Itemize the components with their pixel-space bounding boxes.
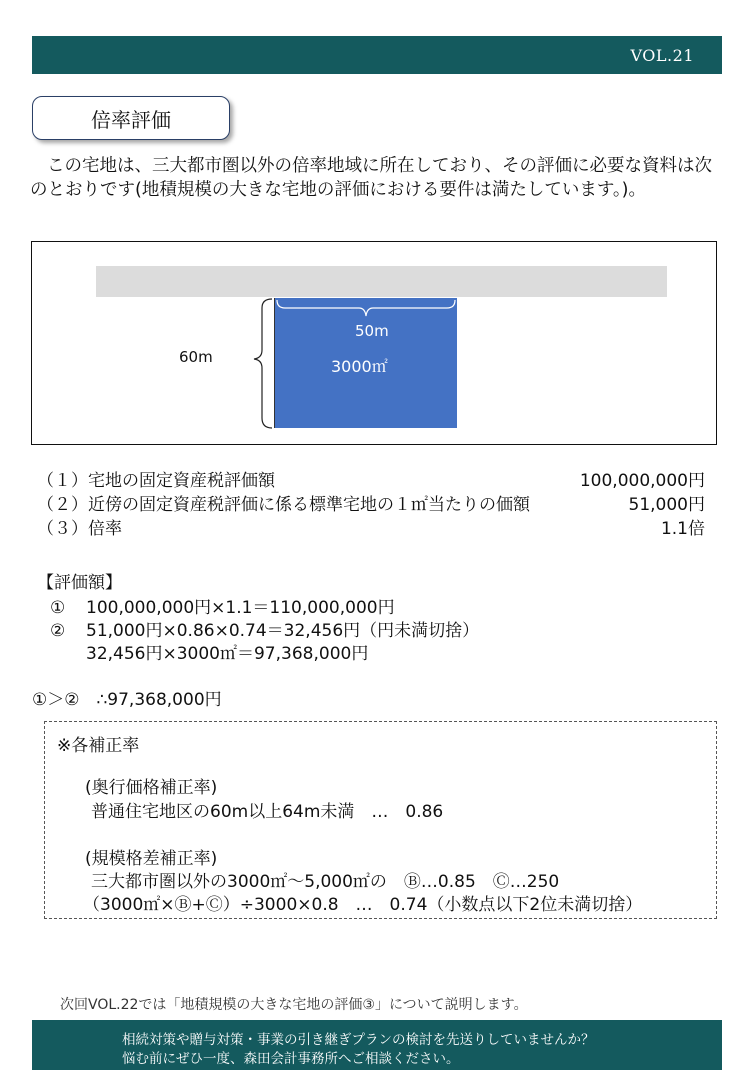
item-value: 100,000,000円 xyxy=(579,471,705,491)
input-items xyxy=(37,469,705,541)
calc-text: 100,000,000円×1.1＝110,000,000円 xyxy=(86,598,395,618)
item-label: （２）近傍の固定資産税評価に係る標準宅地の１㎡当たりの価額 xyxy=(37,495,530,515)
intro-paragraph: この宅地は、三大都市圏以外の倍率地域に所在しており、その評価に必要な資料は次のとおりです(地積規模の大きな宅地の評価における要件は満たしています。)。 xyxy=(30,156,712,200)
item-value: 51,000円 xyxy=(628,495,705,515)
calc-line-3: 32,456円×3000㎡＝97,368,000円 xyxy=(86,644,369,664)
calc-text: 51,000円×0.86×0.74＝32,456円（円未満切捨） xyxy=(86,621,480,641)
item-label: （３）倍率 xyxy=(37,519,122,539)
scale-text-2: （3000㎡×Ⓑ+Ⓒ）÷3000×0.8 … 0.74（小数点以下2位未満切捨） xyxy=(83,895,643,915)
evaluation-heading: 【評価額】 xyxy=(37,573,122,593)
item-label: （１）宅地の固定資産税評価額 xyxy=(37,471,275,491)
section-title: 倍率評価 xyxy=(32,96,230,140)
lot-rectangle xyxy=(274,298,457,428)
calc-line-1 xyxy=(50,593,395,618)
calc-line-2 xyxy=(50,616,479,641)
depth-brace-icon xyxy=(218,298,274,430)
lot-diagram xyxy=(31,241,717,445)
calc-number: ② xyxy=(50,621,66,641)
volume-label: VOL.21 xyxy=(630,46,694,65)
depth-title: (奥行価格補正率) xyxy=(85,778,218,798)
road xyxy=(96,266,667,297)
lot-depth-label: 60m xyxy=(179,348,213,366)
next-issue-notice: 次回VOL.22では「地積規模の大きな宅地の評価③」について説明します。 xyxy=(60,997,528,1013)
footer-line-1: 相続対策や贈与対策・事業の引き継ぎプランの検討を先送りしていませんか？ xyxy=(122,1032,595,1048)
list-item xyxy=(37,517,705,541)
list-item xyxy=(37,469,705,493)
depth-text: 普通住宅地区の60m以上64m未満 … 0.86 xyxy=(91,802,444,822)
footer-bar xyxy=(32,1020,722,1070)
notes-heading: ※各補正率 xyxy=(57,736,140,756)
scale-text-1: 三大都市圏以外の3000㎡～5,000㎡の Ⓑ…0.85 Ⓒ…250 xyxy=(91,872,560,892)
lot-area-label: 3000㎡ xyxy=(331,357,388,376)
header-bar xyxy=(32,36,722,74)
correction-notes-box xyxy=(44,721,717,919)
list-item xyxy=(37,493,705,517)
lot-width-label: 50m xyxy=(355,322,389,340)
calc-number: ① xyxy=(50,598,66,618)
item-value: 1.1倍 xyxy=(660,519,705,539)
scale-title: (規模格差補正率) xyxy=(85,849,218,869)
conclusion: ①＞② ∴97,368,000円 xyxy=(32,690,222,710)
footer-line-2: 悩む前にぜひ一度、森田会計事務所へご相談ください。 xyxy=(122,1051,460,1067)
